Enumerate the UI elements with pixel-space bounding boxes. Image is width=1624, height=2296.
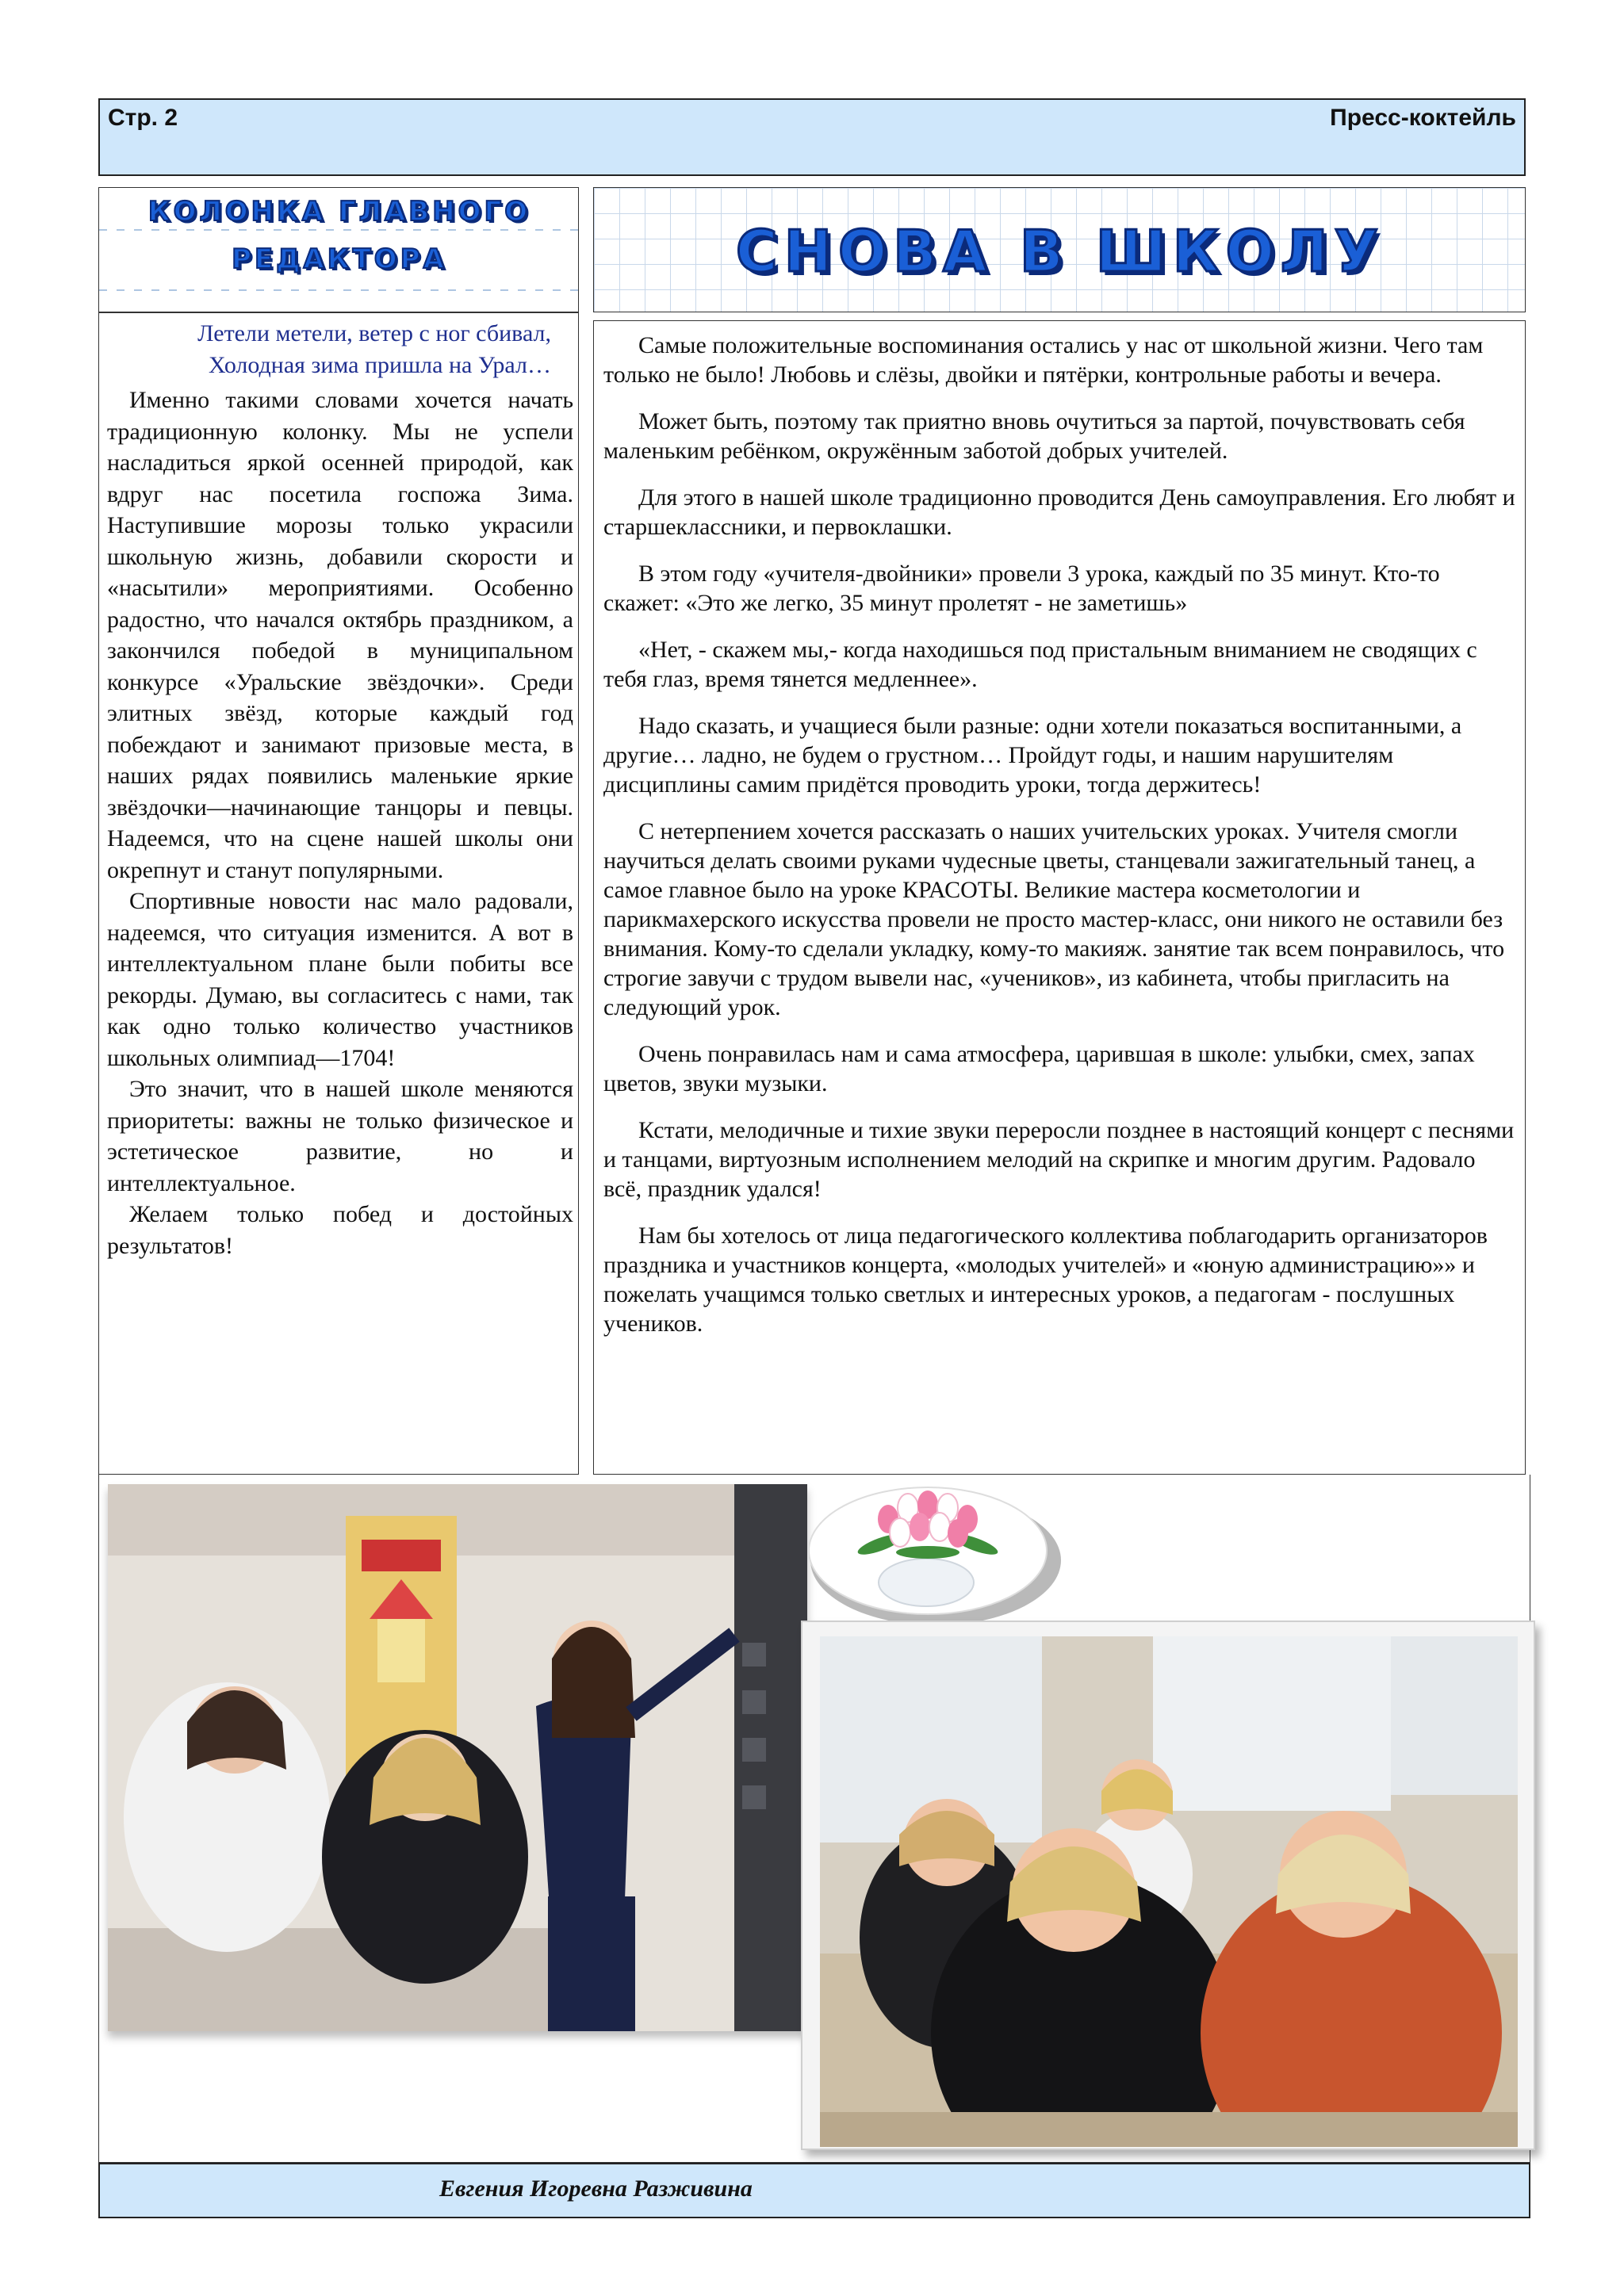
classroom-photo-2-illustration — [820, 1636, 1518, 2147]
classroom-photo-1 — [108, 1484, 807, 2031]
article-paragraph: Кстати, мелодичные и тихие звуки переросли позднее в настоящий концерт с песнями и танцами, виртуозным исполнением мелодий на скрипке и многим другим. Радовало всё, праздник удался! — [603, 1117, 1515, 1202]
classroom-photo-2 — [820, 1636, 1518, 2147]
article-paragraph: Для этого в нашей школе традиционно проводится День самоуправления. Его любят и старшеклассники, и первоклашки. — [603, 484, 1515, 540]
editor-paragraph: Именно такими словами хочется начать традиционную колонку. Мы не успели насладиться яркой осенней природой, как вдруг нас посетила госпожа Зима. Наступившие морозы только украсили школьную жизнь, добавили скорости и «насытили» мероприятиями. Особенно радостно, что начался октябрь праздником, а закончился победой в муниципальном конкурсе «Уральские звёздочки». Среди элитных звёзд, которые каждый год побеждают и занимают призовые места, в наших рядах появились маленькие яркие звёздочки—начинающие танцоры и певцы. Надеемся, что на сцене нашей школы они окрепнут и станут популярными. — [107, 387, 573, 883]
flower-bouquet-illustration — [809, 1457, 1063, 1632]
editor-column-title-line2: РЕДАКТОРА — [232, 243, 447, 275]
article-paragraph: Очень понравилась нам и сама атмосфера, царившая в школе: улыбки, смех, запах цветов, звуки музыки. — [603, 1041, 1475, 1096]
classroom-photo-2-frame — [801, 1621, 1535, 2150]
article-paragraph: С нетерпением хочется рассказать о наших учительских уроках. Учителя смогли научиться делать своими руками чудесные цветы, станцевали зажигательный танец, а самое главное было на уроке КРАСОТЫ. Великие мастера косметологии и парикмахерского искусства провели не просто мастер-класс, они никого не оставили без внимания. Кому-то сделали укладку, кому-то макияж. занятие так всем понравилось, что строгие завучи с трудом вывели нас, «учеников», из кабинета, чтобы пригласить на следующий урок. — [603, 818, 1505, 1020]
article-paragraph: Может быть, поэтому так приятно вновь очутиться за партой, почувствовать себя маленьким ребёнком, окружённым заботой добрых учителей. — [603, 408, 1465, 464]
editor-paragraph: Спортивные новости нас мало радовали, надеемся, что ситуация изменится. А вот в интеллектуальном плане были побиты все рекорды. Думаю, вы согласитесь с нами, так как одно только количество участников школьных олимпиад—1704! — [107, 888, 573, 1071]
poem-line-2: Холодная зима пришла на Урал… — [209, 352, 551, 378]
editor-paragraph: Это значит, что в нашей школе меняются приоритеты: важны не только физическое и эстетическое развитие, но и интеллектуальное. — [107, 1076, 573, 1196]
classroom-photo-1-illustration — [108, 1484, 807, 2031]
page-number: Стр. 2 — [108, 105, 178, 131]
poem-line-1: Летели метели, ветер с ног сбивал, — [197, 320, 551, 346]
poem — [107, 318, 573, 381]
article-paragraph: «Нет, - скажем мы,- когда находишься под пристальным вниманием не сводящих с тебя глаз, время тянется медленнее». — [603, 637, 1477, 692]
article-title: СНОВА В ШКОЛУ — [735, 218, 1385, 285]
editor-paragraph: Желаем только побед и достойных результатов! — [107, 1201, 573, 1259]
editor-column-box — [98, 312, 579, 1475]
flower-bouquet-image — [809, 1457, 1063, 1632]
article-box — [593, 320, 1526, 1475]
editor-column-text — [107, 385, 573, 1261]
article-title-box — [593, 187, 1526, 312]
newspaper-title: Пресс-коктейль — [1330, 105, 1516, 131]
author-signature: Евгения Игоревна Разживина — [439, 2175, 753, 2202]
article-paragraph: Надо сказать, и учащиеся были разные: одни хотели показаться воспитанными, а другие… ладно, не будем о грустном… Пройдут годы, и нашим нарушителям дисциплины самим придётся проводить уроки, тогда держитесь! — [603, 713, 1462, 798]
editor-column-title-line1: КОЛОНКА ГЛАВНОГО — [147, 196, 531, 228]
page-header-bar — [98, 98, 1526, 176]
editor-column-content — [107, 318, 573, 1261]
article-text — [603, 331, 1515, 1356]
article-paragraph: Нам бы хотелось от лица педагогического коллектива поблагодарить организаторов праздника и участников концерта, «молодых учителей» и «юную администрацию»» и пожелать учащимся только светлых и интересных уроков, а педагогам - послушных учеников. — [603, 1223, 1488, 1337]
article-paragraph: В этом году «учителя-двойники» провели 3 урока, каждый по 35 минут. Кто-то скажет: «Это же легко, 35 минут пролетят - не заметишь» — [603, 561, 1440, 616]
editor-column-title-box — [98, 187, 579, 312]
article-paragraph: Самые положительные воспоминания остались у нас от школьной жизни. Чего там только не было! Любовь и слёзы, двойки и пятёрки, контрольные работы и вечера. — [603, 332, 1484, 388]
page-footer-bar — [98, 2163, 1530, 2218]
